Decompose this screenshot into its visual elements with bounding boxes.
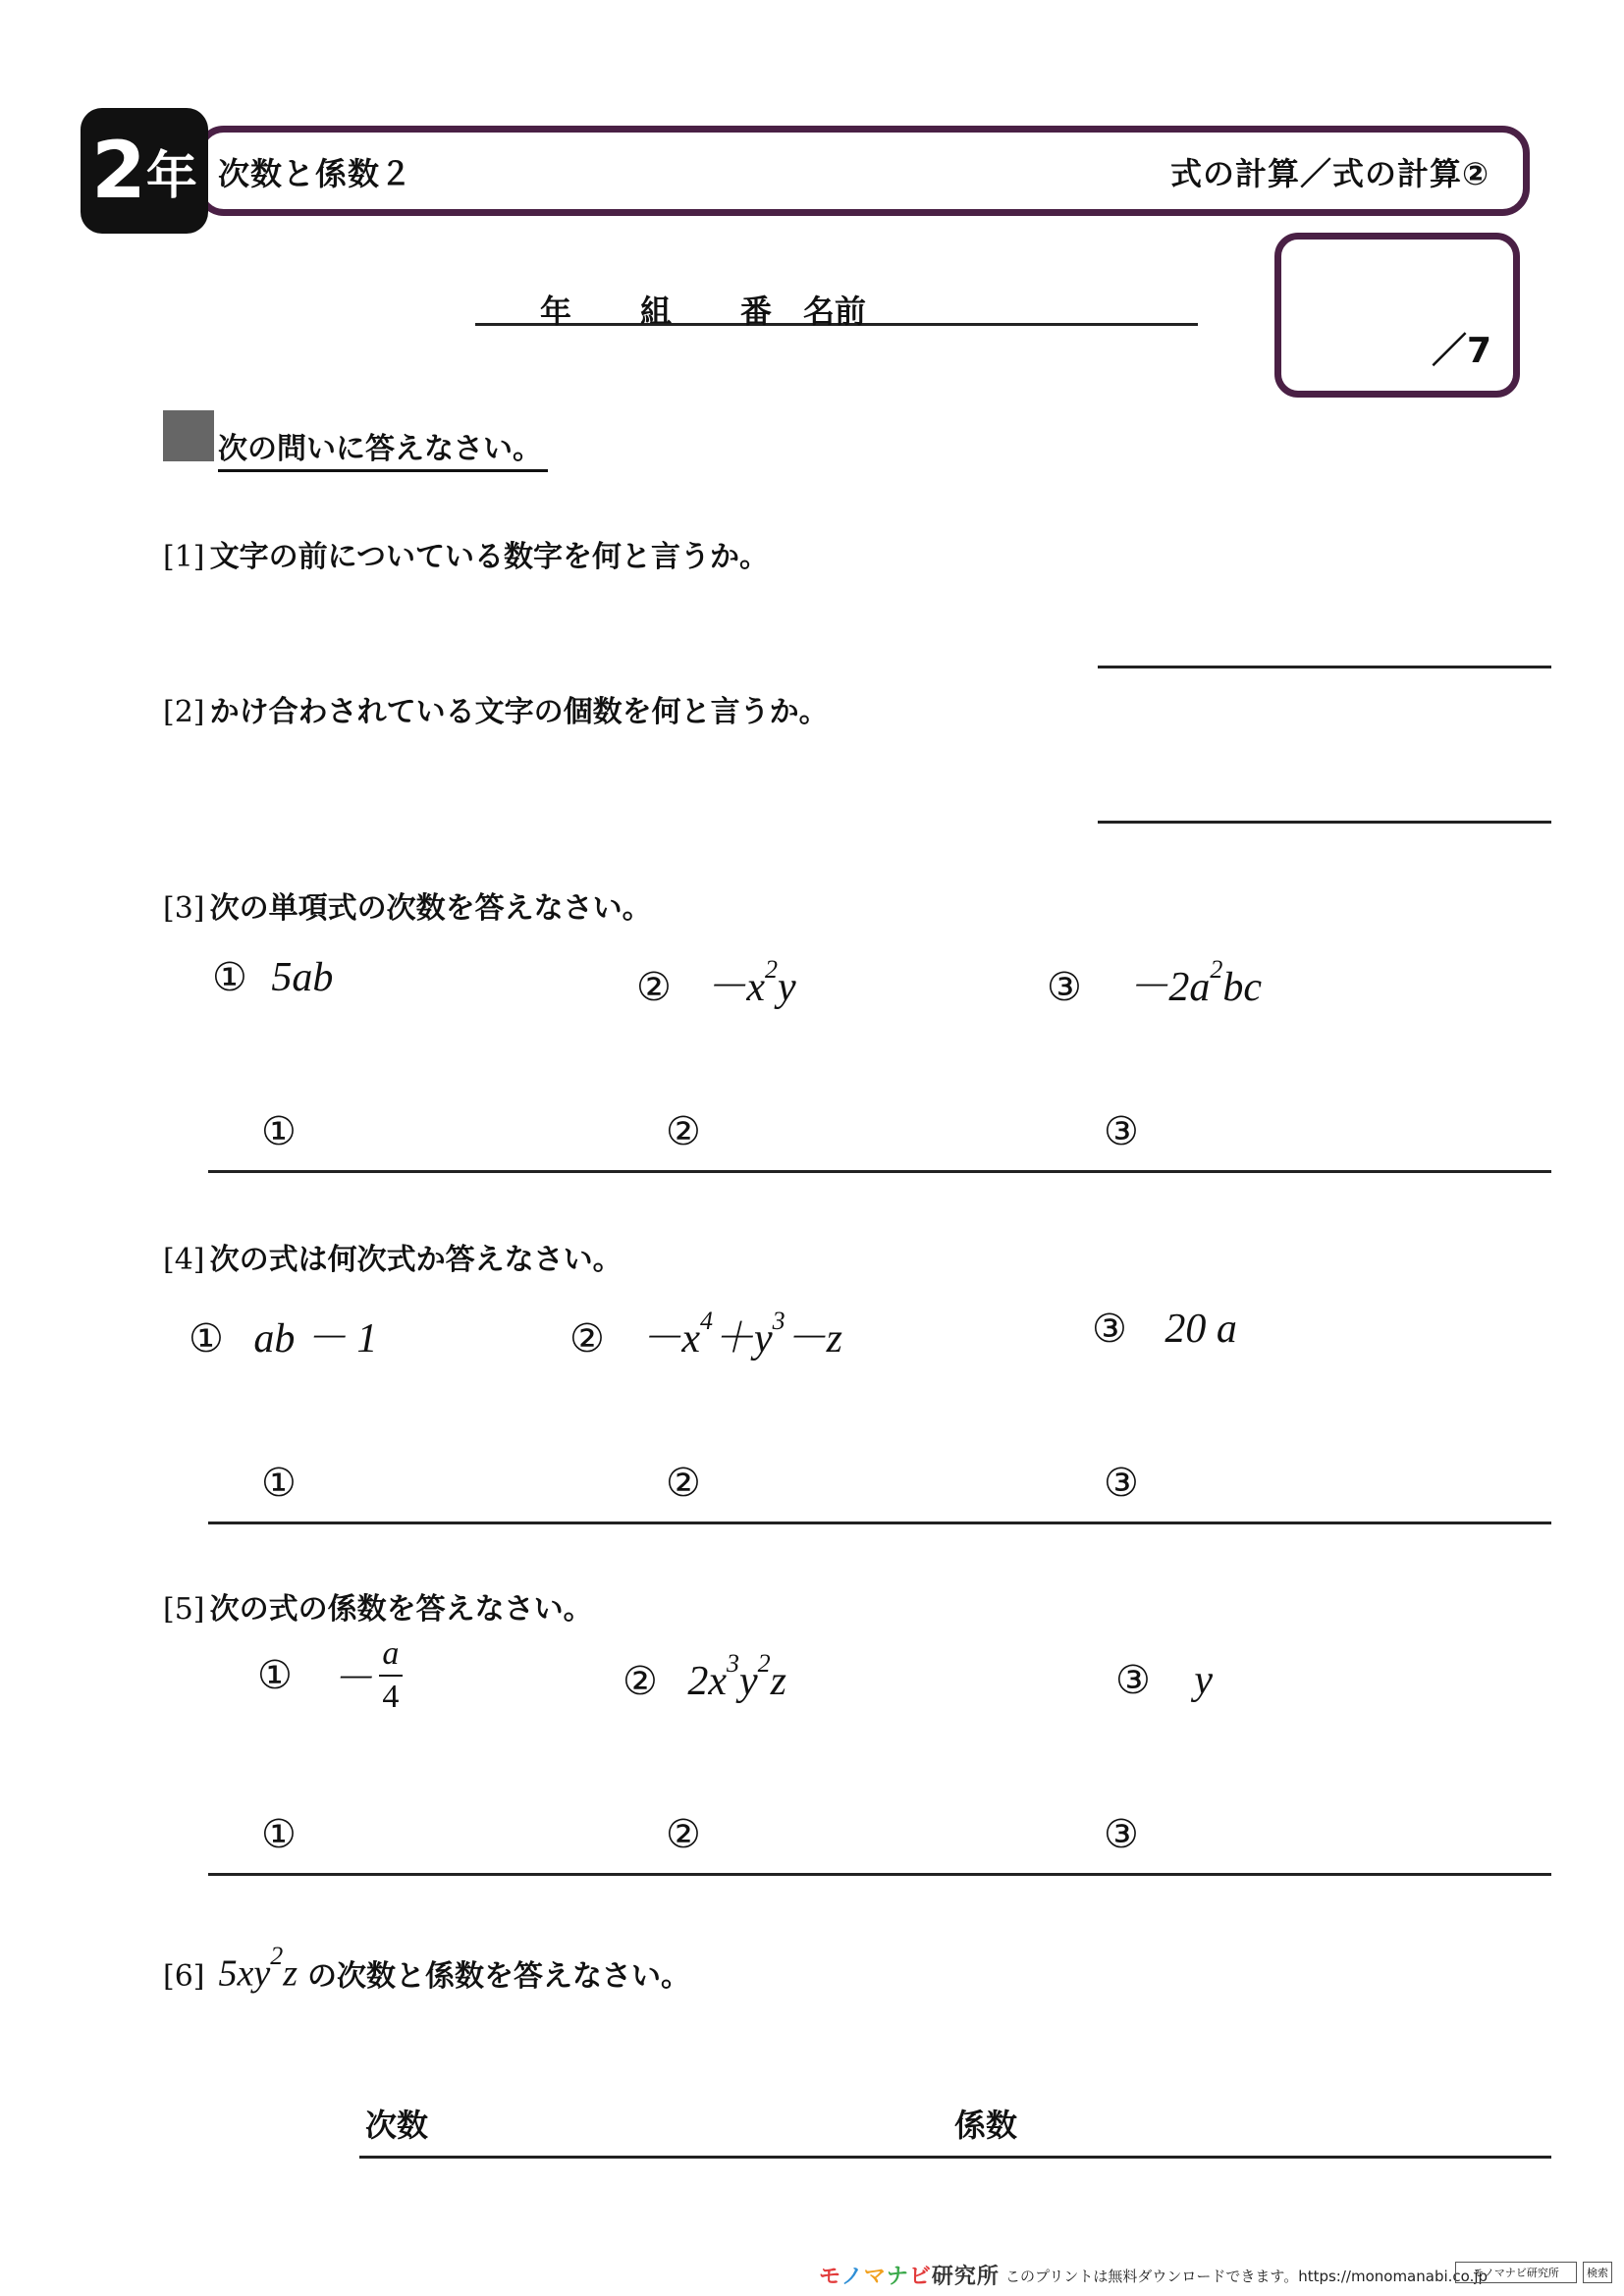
numerator: a bbox=[382, 1635, 400, 1672]
score-box bbox=[1274, 233, 1520, 398]
q5-item-1 bbox=[257, 1637, 403, 1714]
question-text: 文字の前についている数字を何と言うか。 bbox=[209, 540, 769, 574]
question-number: [4] bbox=[163, 1243, 205, 1277]
question-6 bbox=[163, 1942, 691, 1996]
question-1 bbox=[163, 532, 769, 575]
q5-item-3 bbox=[1115, 1657, 1213, 1704]
answer-line-2[interactable] bbox=[1098, 821, 1551, 824]
question-2 bbox=[163, 687, 829, 730]
denominator: 4 bbox=[382, 1679, 400, 1715]
fraction bbox=[379, 1637, 403, 1714]
grade-suffix: 年 bbox=[145, 147, 197, 206]
number-label: 番 bbox=[740, 293, 773, 330]
item-mark: ① bbox=[257, 1653, 293, 1698]
expression-rest: y bbox=[778, 965, 796, 1010]
exponent-2: 3 bbox=[772, 1307, 785, 1335]
q3-item-1 bbox=[212, 954, 333, 1001]
logo-char-1: モ bbox=[819, 2265, 841, 2289]
exponent: 2 bbox=[1210, 955, 1223, 984]
worksheet-title: 次数と係数２ bbox=[218, 155, 413, 192]
expression: ab － 1 bbox=[253, 1316, 378, 1362]
grade-number: 2 bbox=[91, 125, 146, 216]
logo-char-6: 研究所 bbox=[931, 2265, 1000, 2289]
logo-char-3: マ bbox=[863, 2265, 887, 2289]
item-mark: ① bbox=[212, 955, 247, 1000]
expression: 5ab bbox=[271, 955, 334, 1000]
question-3 bbox=[163, 883, 652, 927]
question-text: 次の式の係数を答えなさい。 bbox=[209, 1592, 593, 1627]
grade-badge bbox=[81, 108, 208, 234]
q5-answer-mark-1: ① bbox=[261, 1812, 297, 1857]
item-mark: ③ bbox=[1092, 1307, 1127, 1352]
unit-title: 式の計算／式の計算② bbox=[1170, 155, 1490, 192]
item-mark: ② bbox=[636, 965, 672, 1010]
q5-item-2 bbox=[623, 1649, 787, 1705]
item-mark: ① bbox=[189, 1316, 224, 1362]
expression: 20 a bbox=[1164, 1307, 1237, 1352]
q5-answer-line[interactable] bbox=[208, 1873, 1551, 1876]
q5-answer-mark-2: ② bbox=[666, 1812, 701, 1857]
expression-part-2: ＋y bbox=[713, 1316, 773, 1362]
q3-answer-line[interactable] bbox=[208, 1170, 1551, 1173]
q3-answer-mark-1: ① bbox=[261, 1109, 297, 1154]
expression: y bbox=[1194, 1658, 1214, 1703]
expression-part-2: y bbox=[739, 1659, 758, 1704]
logo-char-2: ノ bbox=[840, 2265, 864, 2289]
footer-search-box[interactable]: モノマナビ研究所 bbox=[1455, 2262, 1577, 2283]
q6-expression bbox=[218, 1942, 298, 1996]
q4-answer-mark-3: ③ bbox=[1104, 1461, 1139, 1506]
fraction-bar bbox=[379, 1675, 403, 1677]
q4-item-2 bbox=[569, 1306, 842, 1364]
exponent: 2 bbox=[765, 955, 779, 984]
q4-item-3 bbox=[1092, 1306, 1237, 1353]
year-label: 年 bbox=[540, 293, 572, 330]
score-total: ／7 bbox=[1431, 331, 1491, 371]
question-number: [3] bbox=[163, 891, 205, 926]
student-info-line bbox=[475, 287, 1198, 330]
expression-rest: bc bbox=[1222, 965, 1263, 1010]
question-text: かけ合わされている文字の個数を何と言うか。 bbox=[209, 695, 829, 729]
question-5 bbox=[163, 1584, 593, 1628]
logo-char-4: ナ bbox=[886, 2265, 909, 2289]
q3-item-2 bbox=[636, 954, 796, 1013]
expression-base: －x bbox=[705, 965, 766, 1010]
section-marker bbox=[163, 410, 214, 461]
expression-part-3: z bbox=[770, 1659, 787, 1704]
expression-part-1: 2x bbox=[687, 1659, 728, 1704]
item-mark: ② bbox=[623, 1659, 658, 1704]
q4-answer-line[interactable] bbox=[208, 1522, 1551, 1524]
exponent-1: 3 bbox=[727, 1649, 740, 1678]
q6-answer-line[interactable] bbox=[359, 2156, 1551, 2159]
q3-answer-mark-3: ③ bbox=[1104, 1109, 1139, 1154]
footer-download-note: このプリントは無料ダウンロードできます。https://monomanabi.co.jp bbox=[1005, 2268, 1489, 2285]
q3-answer-mark-2: ② bbox=[666, 1109, 701, 1154]
expression-rest: z bbox=[283, 1952, 298, 1995]
question-number: [5] bbox=[163, 1592, 205, 1627]
item-mark: ② bbox=[569, 1316, 605, 1362]
expression-part-3: －z bbox=[785, 1316, 843, 1362]
question-text: 次の式は何次式か答えなさい。 bbox=[209, 1243, 623, 1277]
question-text: の次数と係数を答えなさい。 bbox=[307, 1958, 691, 1994]
item-mark: ③ bbox=[1047, 965, 1082, 1010]
expression-base: －2a bbox=[1127, 965, 1211, 1010]
question-number: [2] bbox=[163, 695, 205, 729]
expression-base: 5xy bbox=[218, 1952, 271, 1995]
class-label: 組 bbox=[640, 293, 673, 330]
exponent-2: 2 bbox=[757, 1649, 771, 1678]
q4-answer-mark-1: ① bbox=[261, 1461, 297, 1506]
degree-label: 次数 bbox=[365, 2107, 429, 2144]
q4-answer-mark-2: ② bbox=[666, 1461, 701, 1506]
coefficient-label: 係数 bbox=[954, 2107, 1018, 2144]
answer-line-1[interactable] bbox=[1098, 666, 1551, 668]
question-4 bbox=[163, 1235, 623, 1278]
question-number: [1] bbox=[163, 540, 205, 574]
exponent-1: 4 bbox=[700, 1307, 714, 1335]
q3-item-3 bbox=[1047, 954, 1262, 1013]
section-instruction: 次の問いに答えなさい。 bbox=[218, 424, 548, 472]
expression-part-1: －x bbox=[640, 1316, 701, 1362]
question-number: [6] bbox=[163, 1958, 205, 1994]
item-mark: ③ bbox=[1115, 1658, 1151, 1703]
fraction-sign: － bbox=[331, 1657, 373, 1702]
q5-answer-mark-3: ③ bbox=[1104, 1812, 1139, 1857]
q4-item-1 bbox=[189, 1306, 377, 1364]
footer-logo bbox=[819, 2260, 1000, 2290]
footer-search-button[interactable]: 検索 bbox=[1583, 2262, 1612, 2283]
name-label: 名前 bbox=[803, 293, 867, 330]
logo-char-5: ビ bbox=[908, 2265, 932, 2289]
question-text: 次の単項式の次数を答えなさい。 bbox=[209, 891, 652, 926]
exponent: 2 bbox=[270, 1942, 284, 1970]
